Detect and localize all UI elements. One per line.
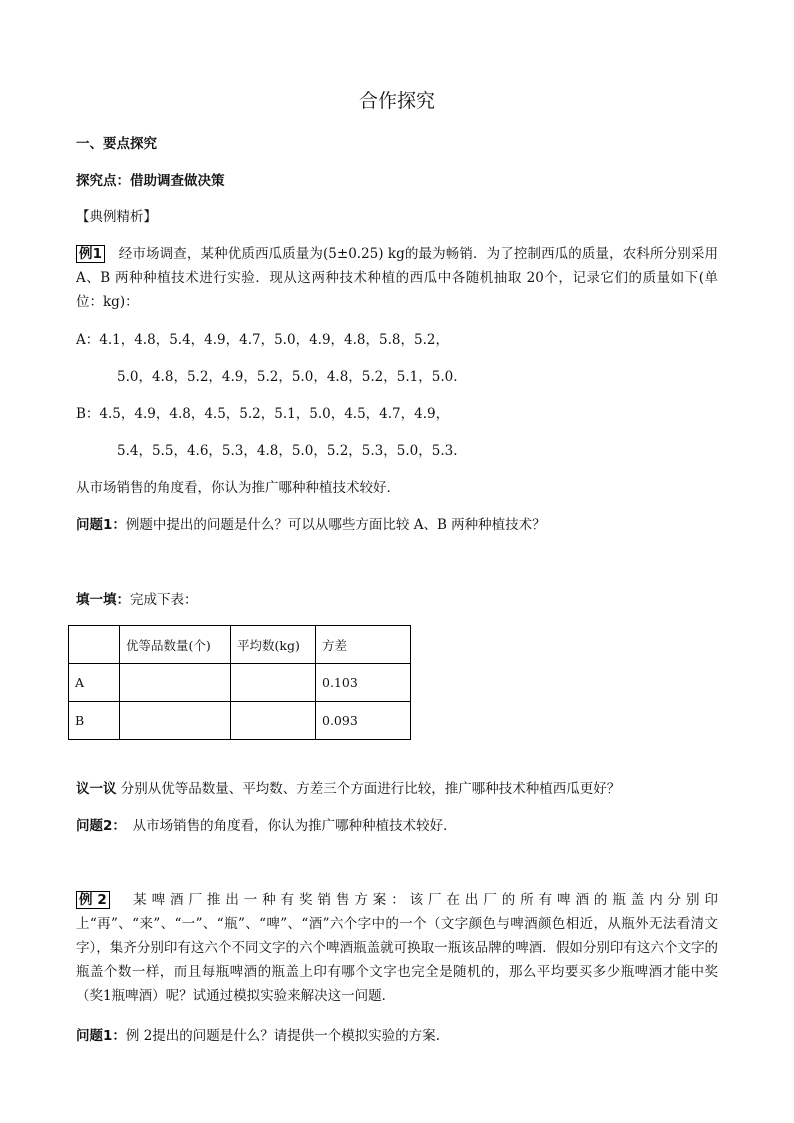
table-cell-blank bbox=[231, 702, 316, 740]
fill-in-label: 填一填： bbox=[76, 592, 130, 608]
table-cell: B bbox=[69, 702, 120, 740]
question-3-label: 问题1： bbox=[76, 1028, 126, 1044]
fill-in-text: 完成下表： bbox=[130, 592, 198, 608]
question-2-label: 问题2： bbox=[76, 818, 120, 834]
example-tag: 【典例精析】 bbox=[76, 209, 157, 225]
example-2-text: 某啤酒厂推出一种有奖销售方案：该厂在出厂的所有啤酒的瓶盖内分别印上“再”、“来”、“一”、“瓶”、“啤”、“酒”六个字中的一个（文字颜色与啤酒颜色相近，从瓶外无法看清文字），集齐分别印有这六个不同文字的六个啤酒瓶盖就可换取一瓶该品牌的啤酒．假如分别印有这六个文字的瓶盖个数一样，而且每瓶啤酒的瓶盖上印有哪个文字也完全是随机的，那么平均要买多少瓶啤酒才能中奖（奖1瓶啤酒）呢？试通过模拟实验来解决这一问题． bbox=[76, 892, 718, 1004]
data-b-line2: 5.4，5.5，4.6，5.3，4.8，5.0，5.2，5.3，5.0，5.3. bbox=[117, 443, 458, 459]
question-3-text: 例 2提出的问题是什么？请提供一个模拟实验的方案. bbox=[125, 1028, 441, 1044]
table-row bbox=[69, 664, 411, 702]
discussion-text: 分别从优等品数量、平均数、方差三个方面进行比较，推广哪种技术种植西瓜更好？ bbox=[116, 781, 621, 797]
topic-heading: 探究点：借助调查做决策 bbox=[76, 173, 225, 189]
page-title: 合作探究 bbox=[358, 90, 435, 112]
discussion-label: 议一议 bbox=[76, 781, 117, 797]
example-1-label: 例1 bbox=[76, 245, 105, 263]
question-2 bbox=[76, 816, 457, 836]
question-1-text: 例题中提出的问题是什么？可以从哪些方面比较 A、B 两种种植技术？ bbox=[125, 517, 546, 533]
question-1 bbox=[76, 515, 546, 535]
example-1-text: 经市场调查，某种优质西瓜质量为(5±0.25) kg的最为畅销．为了控制西瓜的质量，农科所分别采用A、B 两种种植技术进行实验．现从这两种技术种植的西瓜中各随机抽取 20个，记录它们的质量如下(单位：kg)： bbox=[76, 246, 718, 310]
table-header-cell: 方差 bbox=[316, 626, 411, 664]
fill-in-instruction bbox=[76, 590, 198, 610]
table-cell-blank bbox=[120, 664, 231, 702]
table-cell: 0.103 bbox=[316, 664, 411, 702]
table-row bbox=[69, 702, 411, 740]
table-cell-blank bbox=[231, 664, 316, 702]
table-header-row bbox=[69, 626, 411, 664]
question-1-label: 问题1： bbox=[76, 517, 126, 533]
table-cell: 0.093 bbox=[316, 702, 411, 740]
data-a-line2: 5.0，4.8，5.2，4.9，5.2，5.0，4.8，5.2，5.1，5.0. bbox=[117, 369, 458, 385]
example-2-label: 例2 bbox=[76, 891, 110, 909]
question-2-text: 从市场销售的角度看，你认为推广哪种种植技术较好． bbox=[119, 818, 457, 834]
discussion bbox=[76, 779, 620, 799]
data-b-line1: B：4.5，4.9，4.8，4.5，5.2，5.1，5.0，4.5，4.7，4.9， bbox=[76, 406, 450, 422]
fill-in-table bbox=[68, 625, 411, 740]
table-header-cell: 优等品数量(个) bbox=[120, 626, 231, 664]
section-heading: 一、要点探究 bbox=[76, 136, 157, 152]
table-header-cell: 平均数(kg) bbox=[231, 626, 316, 664]
table-header-cell bbox=[69, 626, 120, 664]
table-cell: A bbox=[69, 664, 120, 702]
example-1-paragraph bbox=[76, 242, 718, 314]
table-cell-blank bbox=[120, 702, 231, 740]
question-3 bbox=[76, 1026, 440, 1046]
data-a-line1: A：4.1，4.8，5.4，4.9，4.7，5.0，4.9，4.8，5.8，5.2， bbox=[76, 332, 449, 348]
example-2-paragraph bbox=[76, 888, 718, 1008]
example-1-question: 从市场销售的角度看，你认为推广哪种种植技术较好． bbox=[76, 480, 400, 496]
